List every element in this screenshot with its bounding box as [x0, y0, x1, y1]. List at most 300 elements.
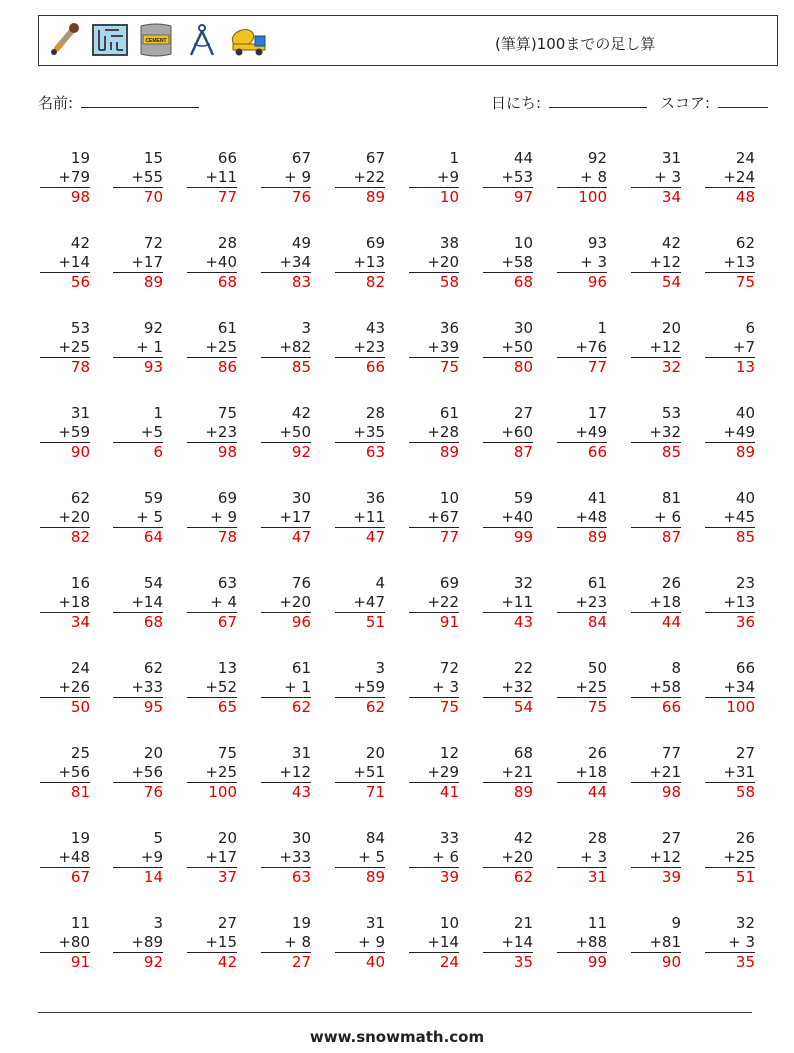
addend-bottom: +39 — [427, 338, 459, 356]
answer: 47 — [335, 527, 385, 547]
problem-3-9 — [631, 319, 681, 377]
problem-5-9 — [631, 489, 681, 547]
problem-6-5 — [335, 574, 385, 632]
addend-top: 36 — [365, 489, 385, 507]
addend-bottom: +13 — [353, 253, 385, 271]
problem-6-2 — [113, 574, 163, 632]
problem-4-2 — [113, 404, 163, 462]
problem-4-7 — [483, 404, 533, 462]
addend-bottom: + 3 — [580, 253, 607, 271]
problem-5-6 — [409, 489, 459, 547]
answer: 68 — [113, 612, 163, 632]
problem-3-8 — [557, 319, 607, 377]
addend-bottom: +14 — [131, 593, 163, 611]
problem-5-8 — [557, 489, 607, 547]
addend-top: 21 — [513, 914, 533, 932]
addend-top: 69 — [217, 489, 237, 507]
footer-site: www.snowmath.com — [309, 1028, 485, 1046]
addend-bottom: +17 — [279, 508, 311, 526]
addend-bottom: +47 — [353, 593, 385, 611]
problem-8-6 — [409, 744, 459, 802]
addend-bottom: +28 — [427, 423, 459, 441]
addend-bottom: +88 — [575, 933, 607, 951]
addend-bottom: +34 — [279, 253, 311, 271]
addend-bottom: +7 — [732, 338, 755, 356]
addend-bottom: +49 — [575, 423, 607, 441]
addend-top: 75 — [217, 404, 237, 422]
addend-top: 40 — [735, 489, 755, 507]
problem-10-4 — [261, 914, 311, 972]
addend-bottom: +9 — [436, 168, 459, 186]
answer: 75 — [557, 697, 607, 717]
addend-bottom: +59 — [353, 678, 385, 696]
addend-bottom: +59 — [58, 423, 90, 441]
addend-top: 20 — [661, 319, 681, 337]
addend-bottom: +9 — [140, 848, 163, 866]
problem-6-3 — [187, 574, 237, 632]
addend-bottom: + 5 — [358, 848, 385, 866]
problem-10-7 — [483, 914, 533, 972]
answer: 76 — [113, 782, 163, 802]
addend-top: 11 — [70, 914, 90, 932]
problem-2-5 — [335, 234, 385, 292]
problem-10-10 — [705, 914, 755, 972]
addend-top: 28 — [587, 829, 607, 847]
addend-top: 3 — [153, 914, 163, 932]
answer: 100 — [187, 782, 237, 802]
addend-top: 13 — [217, 659, 237, 677]
answer: 93 — [113, 357, 163, 377]
addend-bottom: + 5 — [136, 508, 163, 526]
addend-top: 92 — [587, 149, 607, 167]
addend-top: 62 — [735, 234, 755, 252]
problem-1-7 — [483, 149, 533, 207]
addend-bottom: +45 — [723, 508, 755, 526]
addend-top: 20 — [365, 744, 385, 762]
problem-6-10 — [705, 574, 755, 632]
answer: 37 — [187, 867, 237, 887]
addend-bottom: + 6 — [432, 848, 459, 866]
problem-2-4 — [261, 234, 311, 292]
answer: 54 — [631, 272, 681, 292]
problem-10-2 — [113, 914, 163, 972]
problem-5-5 — [335, 489, 385, 547]
answer: 44 — [631, 612, 681, 632]
addend-top: 22 — [513, 659, 533, 677]
answer: 90 — [631, 952, 681, 972]
problem-8-10 — [705, 744, 755, 802]
answer: 51 — [335, 612, 385, 632]
answer: 42 — [187, 952, 237, 972]
addend-bottom: +11 — [353, 508, 385, 526]
addend-top: 30 — [513, 319, 533, 337]
addend-top: 61 — [291, 659, 311, 677]
answer: 77 — [187, 187, 237, 207]
problem-10-5 — [335, 914, 385, 972]
answer: 54 — [483, 697, 533, 717]
answer: 66 — [631, 697, 681, 717]
addend-top: 16 — [70, 574, 90, 592]
problem-10-9 — [631, 914, 681, 972]
answer: 36 — [705, 612, 755, 632]
addend-top: 77 — [661, 744, 681, 762]
addend-top: 26 — [661, 574, 681, 592]
addend-bottom: +26 — [58, 678, 90, 696]
answer: 98 — [40, 187, 90, 207]
addend-bottom: +40 — [501, 508, 533, 526]
problem-8-3 — [187, 744, 237, 802]
addend-bottom: +50 — [501, 338, 533, 356]
addend-bottom: +11 — [205, 168, 237, 186]
problem-3-6 — [409, 319, 459, 377]
problem-7-2 — [113, 659, 163, 717]
addend-bottom: + 3 — [728, 933, 755, 951]
problem-2-1 — [40, 234, 90, 292]
answer: 56 — [40, 272, 90, 292]
answer: 48 — [705, 187, 755, 207]
worksheet-title: (筆算)100までの足し算 — [495, 35, 656, 53]
addend-bottom: +12 — [649, 338, 681, 356]
addend-top: 61 — [439, 404, 459, 422]
answer: 82 — [335, 272, 385, 292]
addend-top: 67 — [365, 149, 385, 167]
addend-top: 15 — [143, 149, 163, 167]
answer: 24 — [409, 952, 459, 972]
addend-top: 72 — [143, 234, 163, 252]
answer: 58 — [409, 272, 459, 292]
problem-7-6 — [409, 659, 459, 717]
answer: 99 — [557, 952, 607, 972]
problem-8-9 — [631, 744, 681, 802]
cement-label: CEMENT — [145, 38, 167, 44]
addend-top: 10 — [513, 234, 533, 252]
addend-top: 30 — [291, 489, 311, 507]
addend-bottom: + 4 — [210, 593, 237, 611]
answer: 85 — [705, 527, 755, 547]
problem-7-5 — [335, 659, 385, 717]
problem-10-1 — [40, 914, 90, 972]
problem-7-3 — [187, 659, 237, 717]
answer: 10 — [409, 187, 459, 207]
problem-5-3 — [187, 489, 237, 547]
addend-top: 24 — [70, 659, 90, 677]
problem-3-1 — [40, 319, 90, 377]
problem-3-7 — [483, 319, 533, 377]
addend-top: 4 — [375, 574, 385, 592]
footer-divider — [38, 1012, 752, 1013]
answer: 97 — [483, 187, 533, 207]
addend-bottom: + 3 — [432, 678, 459, 696]
addend-bottom: +76 — [575, 338, 607, 356]
problem-10-6 — [409, 914, 459, 972]
answer: 43 — [261, 782, 311, 802]
addend-bottom: +53 — [501, 168, 533, 186]
answer: 77 — [409, 527, 459, 547]
addend-top: 6 — [745, 319, 755, 337]
addend-bottom: +20 — [58, 508, 90, 526]
answer: 51 — [705, 867, 755, 887]
answer: 64 — [113, 527, 163, 547]
addend-bottom: +12 — [649, 848, 681, 866]
addend-top: 31 — [70, 404, 90, 422]
addend-bottom: +18 — [575, 763, 607, 781]
addend-top: 76 — [291, 574, 311, 592]
answer: 85 — [631, 442, 681, 462]
addend-top: 17 — [587, 404, 607, 422]
answer: 87 — [483, 442, 533, 462]
answer: 71 — [335, 782, 385, 802]
problem-9-6 — [409, 829, 459, 887]
addend-top: 66 — [735, 659, 755, 677]
addend-top: 69 — [439, 574, 459, 592]
addend-top: 40 — [735, 404, 755, 422]
addend-bottom: +56 — [131, 763, 163, 781]
addend-bottom: +18 — [58, 593, 90, 611]
answer: 89 — [557, 527, 607, 547]
addend-top: 12 — [439, 744, 459, 762]
answer: 70 — [113, 187, 163, 207]
problem-7-1 — [40, 659, 90, 717]
answer: 34 — [40, 612, 90, 632]
answer: 62 — [335, 697, 385, 717]
addend-top: 28 — [365, 404, 385, 422]
addend-bottom: +21 — [501, 763, 533, 781]
addend-bottom: +33 — [131, 678, 163, 696]
addend-bottom: +20 — [427, 253, 459, 271]
problem-2-7 — [483, 234, 533, 292]
problem-7-4 — [261, 659, 311, 717]
answer: 43 — [483, 612, 533, 632]
problem-3-5 — [335, 319, 385, 377]
addend-top: 19 — [291, 914, 311, 932]
addend-top: 84 — [365, 829, 385, 847]
addend-top: 27 — [217, 914, 237, 932]
addend-bottom: +56 — [58, 763, 90, 781]
addend-top: 23 — [735, 574, 755, 592]
addend-bottom: +23 — [353, 338, 385, 356]
answer: 83 — [261, 272, 311, 292]
addend-bottom: +11 — [501, 593, 533, 611]
addend-bottom: +5 — [140, 423, 163, 441]
answer: 40 — [335, 952, 385, 972]
addend-bottom: +14 — [427, 933, 459, 951]
answer: 62 — [483, 867, 533, 887]
problem-8-2 — [113, 744, 163, 802]
addend-top: 1 — [449, 149, 459, 167]
addend-top: 20 — [143, 744, 163, 762]
addend-top: 26 — [735, 829, 755, 847]
answer: 100 — [705, 697, 755, 717]
answer: 68 — [187, 272, 237, 292]
problem-8-7 — [483, 744, 533, 802]
addend-bottom: +12 — [649, 253, 681, 271]
answer: 84 — [557, 612, 607, 632]
problem-1-1 — [40, 149, 90, 207]
addend-bottom: +29 — [427, 763, 459, 781]
addend-bottom: +52 — [205, 678, 237, 696]
problem-10-8 — [557, 914, 607, 972]
addend-bottom: +89 — [131, 933, 163, 951]
addend-top: 9 — [671, 914, 681, 932]
answer: 92 — [261, 442, 311, 462]
answer: 44 — [557, 782, 607, 802]
problem-7-10 — [705, 659, 755, 717]
addend-bottom: + 8 — [284, 933, 311, 951]
addend-top: 72 — [439, 659, 459, 677]
answer: 65 — [187, 697, 237, 717]
answer: 87 — [631, 527, 681, 547]
addend-bottom: +25 — [205, 763, 237, 781]
addend-top: 27 — [735, 744, 755, 762]
addend-bottom: + 3 — [580, 848, 607, 866]
addend-top: 27 — [661, 829, 681, 847]
answer: 47 — [261, 527, 311, 547]
problem-9-7 — [483, 829, 533, 887]
problem-2-3 — [187, 234, 237, 292]
addend-bottom: + 9 — [284, 168, 311, 186]
answer: 89 — [483, 782, 533, 802]
addend-top: 59 — [513, 489, 533, 507]
addend-bottom: + 9 — [358, 933, 385, 951]
answer: 96 — [261, 612, 311, 632]
problem-1-5 — [335, 149, 385, 207]
addend-top: 49 — [291, 234, 311, 252]
answer: 90 — [40, 442, 90, 462]
answer: 89 — [705, 442, 755, 462]
addend-bottom: + 3 — [654, 168, 681, 186]
addend-top: 1 — [153, 404, 163, 422]
problem-10-3 — [187, 914, 237, 972]
problem-2-2 — [113, 234, 163, 292]
answer: 6 — [113, 442, 163, 462]
score-label: スコア: — [660, 94, 711, 112]
problem-5-2 — [113, 489, 163, 547]
addend-top: 42 — [70, 234, 90, 252]
problem-4-5 — [335, 404, 385, 462]
addend-top: 61 — [217, 319, 237, 337]
addend-bottom: +40 — [205, 253, 237, 271]
problem-3-3 — [187, 319, 237, 377]
addend-top: 59 — [143, 489, 163, 507]
addend-bottom: + 8 — [580, 168, 607, 186]
problem-6-8 — [557, 574, 607, 632]
addend-top: 32 — [513, 574, 533, 592]
addend-top: 3 — [301, 319, 311, 337]
addend-top: 8 — [671, 659, 681, 677]
addend-bottom: +18 — [649, 593, 681, 611]
answer: 50 — [40, 697, 90, 717]
addend-top: 63 — [217, 574, 237, 592]
answer: 81 — [40, 782, 90, 802]
addend-top: 66 — [217, 149, 237, 167]
problem-6-7 — [483, 574, 533, 632]
answer: 62 — [261, 697, 311, 717]
problem-1-9 — [631, 149, 681, 207]
addend-top: 43 — [365, 319, 385, 337]
problem-3-4 — [261, 319, 311, 377]
answer: 67 — [187, 612, 237, 632]
addend-top: 53 — [70, 319, 90, 337]
answer: 35 — [483, 952, 533, 972]
addend-bottom: +60 — [501, 423, 533, 441]
addend-top: 61 — [587, 574, 607, 592]
answer: 82 — [40, 527, 90, 547]
answer: 39 — [409, 867, 459, 887]
problem-7-8 — [557, 659, 607, 717]
addend-bottom: +20 — [279, 593, 311, 611]
answer: 35 — [705, 952, 755, 972]
answer: 98 — [631, 782, 681, 802]
problem-4-3 — [187, 404, 237, 462]
answer: 66 — [557, 442, 607, 462]
problem-8-4 — [261, 744, 311, 802]
name-label: 名前: — [38, 94, 74, 112]
addend-bottom: +25 — [575, 678, 607, 696]
answer: 31 — [557, 867, 607, 887]
addend-bottom: +48 — [58, 848, 90, 866]
problem-9-3 — [187, 829, 237, 887]
addend-bottom: +17 — [205, 848, 237, 866]
addend-top: 42 — [513, 829, 533, 847]
answer: 32 — [631, 357, 681, 377]
addend-top: 44 — [513, 149, 533, 167]
problem-8-5 — [335, 744, 385, 802]
addend-bottom: +15 — [205, 933, 237, 951]
problem-9-10 — [705, 829, 755, 887]
addend-top: 20 — [217, 829, 237, 847]
addend-top: 92 — [143, 319, 163, 337]
problem-5-1 — [40, 489, 90, 547]
addend-top: 32 — [735, 914, 755, 932]
addend-bottom: +22 — [353, 168, 385, 186]
problem-4-8 — [557, 404, 607, 462]
addend-top: 24 — [735, 149, 755, 167]
problem-4-10 — [705, 404, 755, 462]
addend-bottom: +58 — [649, 678, 681, 696]
answer: 75 — [409, 357, 459, 377]
addend-top: 31 — [291, 744, 311, 762]
answer: 39 — [631, 867, 681, 887]
addend-top: 50 — [587, 659, 607, 677]
addend-top: 31 — [365, 914, 385, 932]
addend-top: 36 — [439, 319, 459, 337]
problem-6-9 — [631, 574, 681, 632]
addend-top: 67 — [291, 149, 311, 167]
answer: 63 — [335, 442, 385, 462]
problem-9-5 — [335, 829, 385, 887]
addend-bottom: +67 — [427, 508, 459, 526]
addend-top: 31 — [661, 149, 681, 167]
answer: 68 — [483, 272, 533, 292]
answer: 76 — [261, 187, 311, 207]
addend-top: 75 — [217, 744, 237, 762]
problem-9-2 — [113, 829, 163, 887]
problem-2-10 — [705, 234, 755, 292]
addend-bottom: +24 — [723, 168, 755, 186]
addend-bottom: +50 — [279, 423, 311, 441]
problem-2-9 — [631, 234, 681, 292]
addend-bottom: +13 — [723, 253, 755, 271]
problem-1-4 — [261, 149, 311, 207]
problem-9-4 — [261, 829, 311, 887]
addend-top: 3 — [375, 659, 385, 677]
addend-bottom: +79 — [58, 168, 90, 186]
problem-4-1 — [40, 404, 90, 462]
addend-top: 19 — [70, 829, 90, 847]
addend-top: 27 — [513, 404, 533, 422]
addend-bottom: +32 — [649, 423, 681, 441]
addend-top: 81 — [661, 489, 681, 507]
